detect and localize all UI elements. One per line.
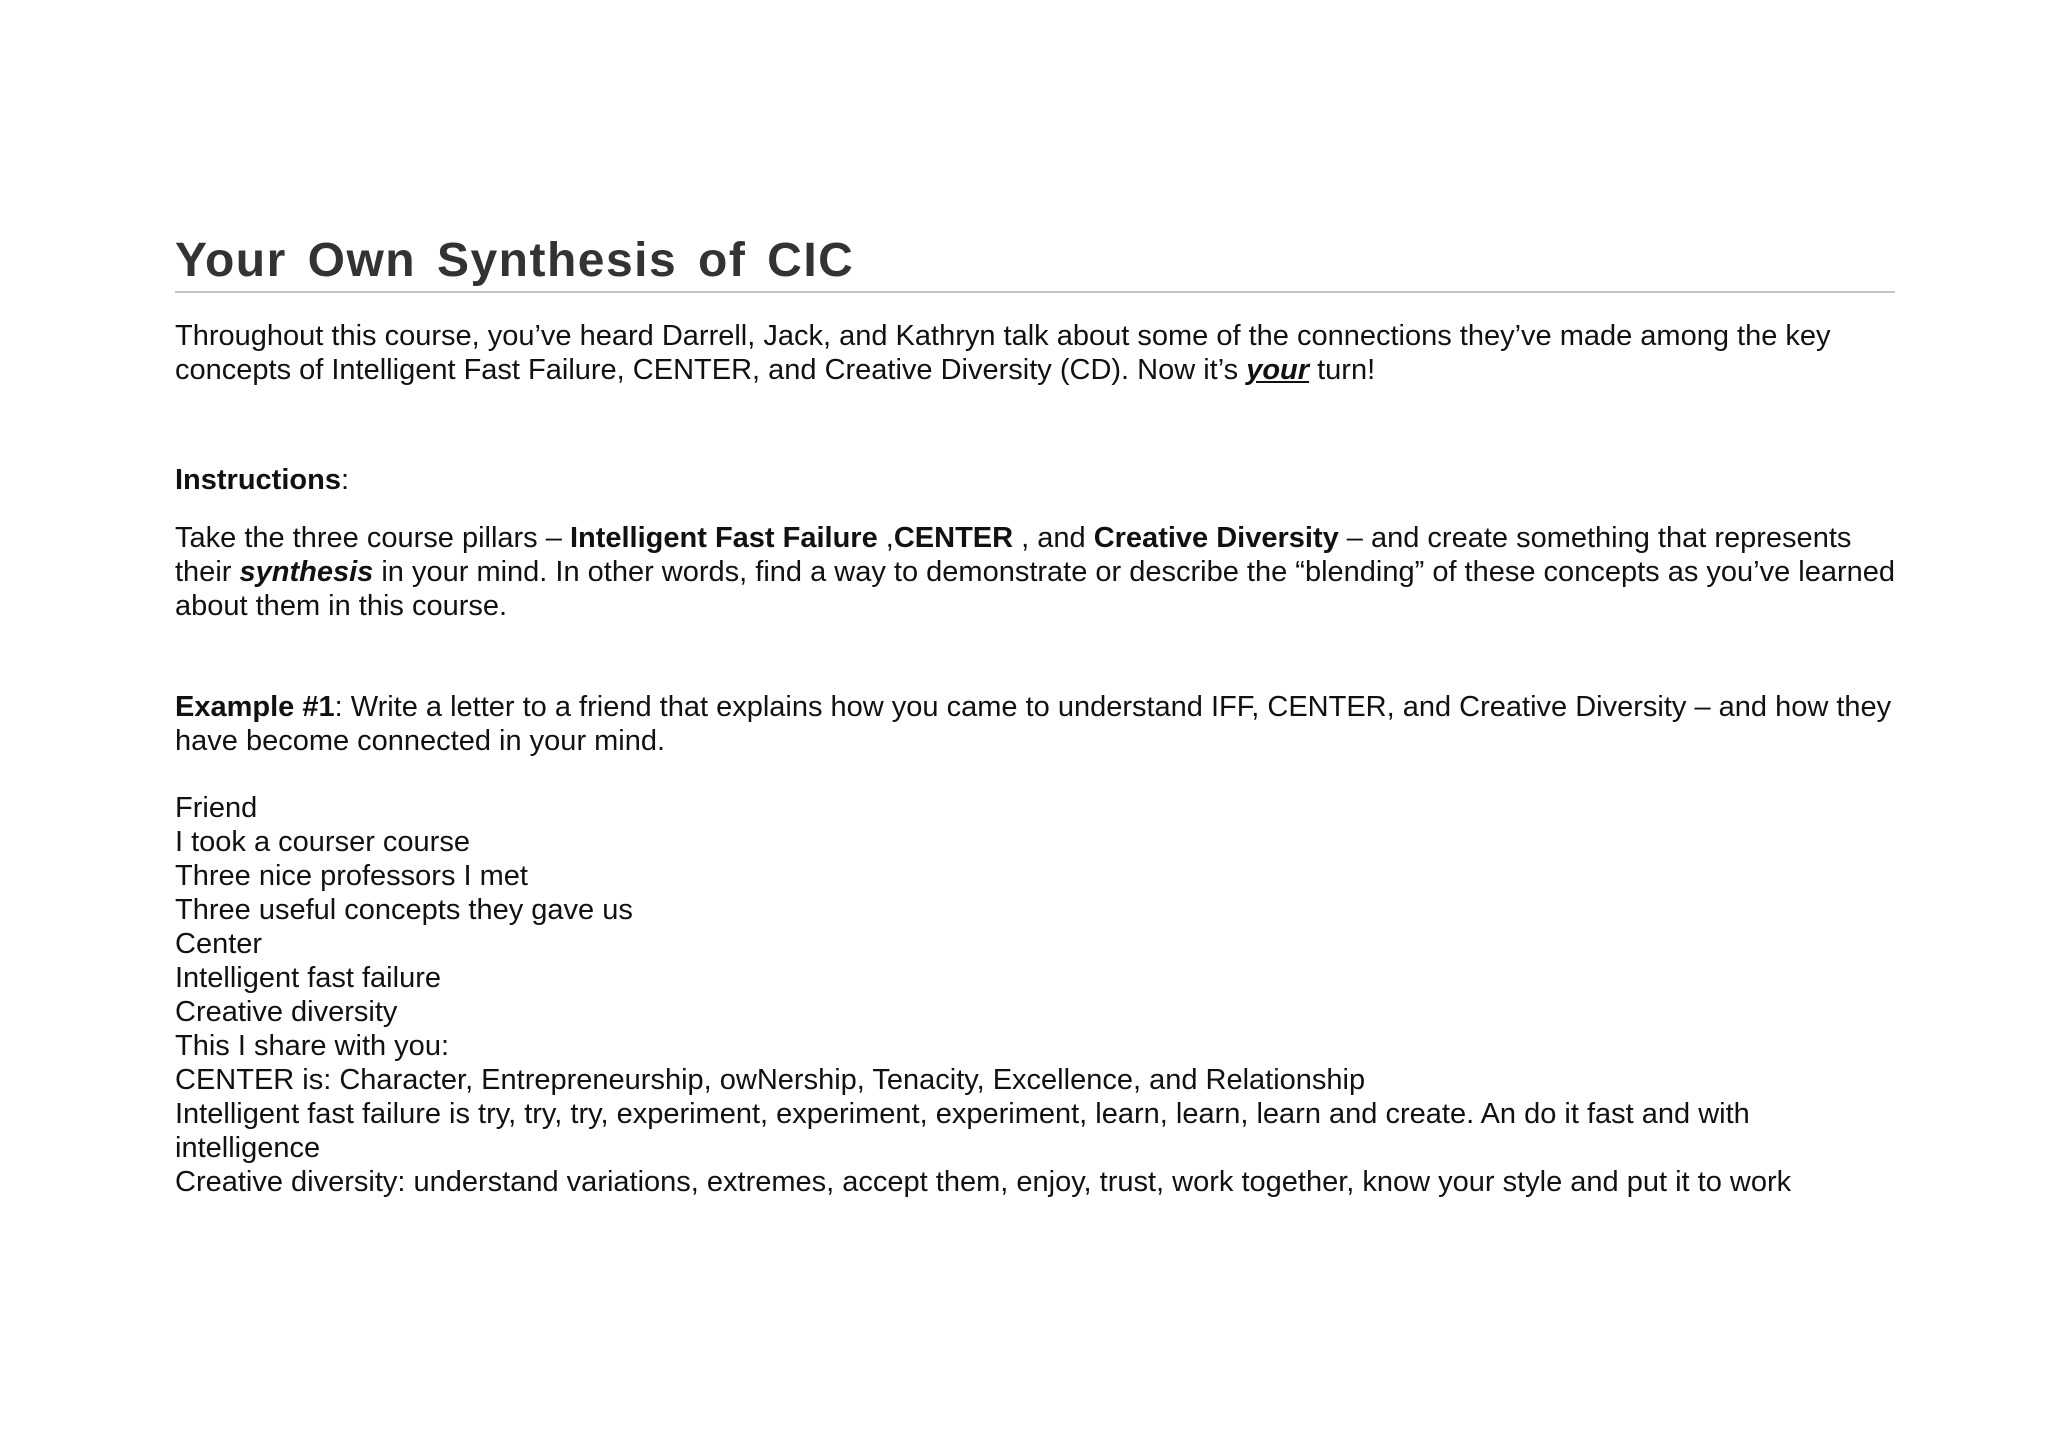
example-label: Example #1 [175,691,335,723]
intro-text: Throughout this course, you’ve heard Darrell, Jack, and Kathryn talk about some of the connections they’ve made among the key concepts of Intelligent Fast Failure, CENTER, and Creative Diversity (CD). Now it’s [175,320,1831,386]
intro-text-end: turn! [1309,354,1376,386]
pillar-creative-diversity: Creative Diversity [1093,522,1339,554]
example-text: : Write a letter to a friend that explains how you came to understand IFF, CENTER, and Creative Diversity – and how they have become connected in your mind. [175,691,1892,757]
instructions-text-3: , and [1013,522,1094,554]
instructions-paragraph [175,521,1895,623]
pillar-center: CENTER [893,522,1014,554]
document-body [175,233,1895,1199]
letter-line: I took a courser course [175,826,470,858]
intro-paragraph [175,319,1895,387]
letter-line: Three useful concepts they gave us [175,894,633,926]
page-title: Your Own Synthesis of CIC [175,233,1895,293]
letter-line: CENTER is: Character, Entrepreneurship, owNership, Tenacity, Excellence, and Relationship [175,1064,1366,1096]
instructions-heading-suffix: : [340,464,350,496]
instructions-text-5: in your mind. In other words, find a way to demonstrate or describe the “blending” of these concepts as you’ve learned about them in this course. [175,556,1896,622]
letter-line: Creative diversity [175,996,398,1028]
letter-body [175,791,1895,1199]
instructions-text-4: – and create something that represents their [175,522,1852,588]
instructions-heading: Instructions [175,464,341,496]
synthesis-emphasis: synthesis [239,556,374,588]
example-paragraph [175,690,1895,758]
letter-line: Creative diversity: understand variations, extremes, accept them, enjoy, trust, work together, know your style and put it to work [175,1166,1792,1198]
instructions-text-2: , [877,522,894,554]
letter-line: Intelligent fast failure [175,962,441,994]
letter-line: This I share with you: [175,1030,449,1062]
intro-emphasis: your [1246,354,1310,386]
letter-line: Intelligent fast failure is try, try, try, experiment, experiment, experiment, learn, learn, learn and create. An do it fast and with intelligence [175,1098,1750,1164]
letter-line: Center [175,928,263,960]
letter-line: Three nice professors I met [175,860,528,892]
letter-line: Friend [175,792,258,824]
pillar-iff: Intelligent Fast Failure [569,522,878,554]
instructions-text-1: Take the three course pillars – [175,522,570,554]
instructions-heading-line [175,463,1895,497]
